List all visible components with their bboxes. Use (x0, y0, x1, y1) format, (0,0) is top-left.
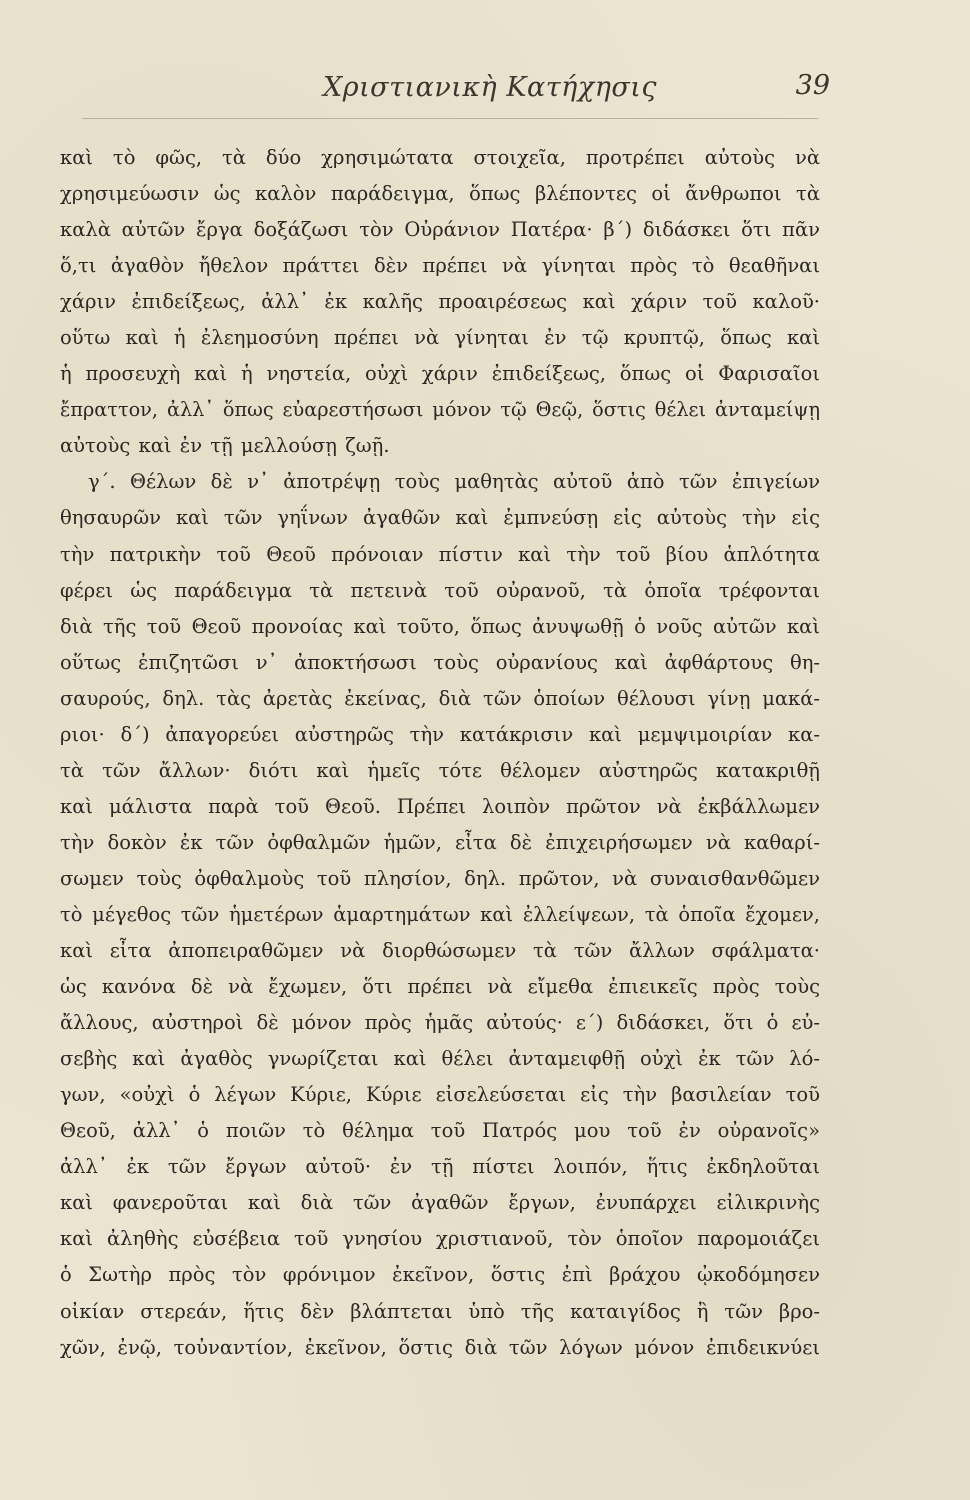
text-line: καὶ εἶτα ἀποπειραθῶμεν νὰ διορθώσωμεν τὰ τῶν ἄλλων σφάλματα· (60, 939, 820, 963)
text-line: οὕτως ἐπιζητῶσι ν᾽ ἀποκτήσωσι τοὺς οὐρανίους καὶ ἀφθάρτους θη- (60, 650, 820, 674)
page-number: 39 (795, 70, 830, 101)
text-line: οὕτω καὶ ἡ ἐλεημοσύνη πρέπει νὰ γίνηται ἐν τῷ κρυπτῷ, ὅπως καὶ (60, 326, 820, 350)
text-line: σωμεν τοὺς ὀφθαλμοὺς τοῦ πλησίον, δηλ. πρῶτον, νὰ συναισθανθῶμεν (60, 866, 820, 890)
text-line: ὅ,τι ἀγαθὸν ἤθελον πράττει δὲν πρέπει νὰ γίνηται πρὸς τὸ θεαθῆναι (60, 254, 820, 278)
running-title: Χριστιανικὴ Κατήχησις (322, 72, 658, 103)
text-line: καὶ τὸ φῶς, τὰ δύο χρησιμώτατα στοιχεῖα, προτρέπει αὐτοὺς νὰ (60, 146, 820, 169)
text-line: οἰκίαν στερεάν, ἥτις δὲν βλάπτεται ὑπὸ τῆς καταιγίδος ἢ τῶν βρο- (60, 1299, 820, 1323)
text-line: Θεοῦ, ἀλλ᾽ ὁ ποιῶν τὸ θέλημα τοῦ Πατρός μου τοῦ ἐν οὐρανοῖς» (60, 1119, 820, 1143)
text-line: καλὰ αὐτῶν ἔργα δοξάζωσι τὸν Οὐράνιον Πατέρα· β΄) διδάσκει ὅτι πᾶν (60, 218, 820, 242)
text-line: γων, «οὐχὶ ὁ λέγων Κύριε, Κύριε εἰσελεύσεται εἰς τὴν βασιλείαν τοῦ (60, 1083, 820, 1107)
text-line: σεβὴς καὶ ἀγαθὸς γνωρίζεται καὶ θέλει ἀνταμειφθῇ οὐχὶ ἐκ τῶν λό- (60, 1047, 820, 1071)
text-line: τὰ τῶν ἄλλων· διότι καὶ ἡμεῖς τότε θέλομεν αὐστηρῶς κατακριθῇ (60, 758, 820, 782)
text-line: ἀλλ᾽ ἐκ τῶν ἔργων αὐτοῦ· ἐν τῇ πίστει λοιπόν, ἥτις ἐκδηλοῦται (60, 1155, 820, 1179)
text-line: ριοι· δ΄) ἀπαγορεύει αὐστηρῶς τὴν κατάκρισιν καὶ μεμψιμοιρίαν κα- (60, 722, 820, 746)
text-line: φέρει ὡς παράδειγμα τὰ πετεινὰ τοῦ οὐρανοῦ, τὰ ὁποῖα τρέφονται (60, 578, 820, 602)
text-line: διὰ τῆς τοῦ Θεοῦ προνοίας καὶ τοῦτο, ὅπως ἀνυψωθῇ ὁ νοῦς αὐτῶν καὶ (60, 614, 820, 638)
header-divider (82, 118, 818, 119)
body-text (60, 140, 820, 1366)
text-line: τὸ μέγεθος τῶν ἡμετέρων ἁμαρτημάτων καὶ ἐλλείψεων, τὰ ὁποῖα ἔχομεν, (60, 902, 820, 926)
text-line: καὶ μάλιστα παρὰ τοῦ Θεοῦ. Πρέπει λοιπὸν πρῶτον νὰ ἐκβάλλωμεν (60, 794, 820, 818)
paragraph-end-line: αὐτοὺς καὶ ἐν τῇ μελλούσῃ ζωῇ. (60, 434, 390, 458)
text-line: σαυρούς, δηλ. τὰς ἀρετὰς ἐκείνας, διὰ τῶν ὁποίων θέλουσι γίνῃ μακά- (60, 686, 820, 710)
text-line: ὡς κανόνα δὲ νὰ ἔχωμεν, ὅτι πρέπει νὰ εἴμεθα ἐπιεικεῖς πρὸς τοὺς (60, 975, 820, 999)
text-line: ὁ Σωτὴρ πρὸς τὸν φρόνιμον ἐκεῖνον, ὅστις ἐπὶ βράχου ᾠκοδόμησεν (60, 1263, 820, 1287)
page-header (0, 0, 970, 120)
text-line: τὴν δοκὸν ἐκ τῶν ὀφθαλμῶν ἡμῶν, εἶτα δὲ ἐπιχειρήσωμεν νὰ καθαρί- (60, 830, 820, 854)
text-line: καὶ ἀληθὴς εὐσέβεια τοῦ γνησίου χριστιανοῦ, τὸν ὁποῖον παρομοιάζει (60, 1227, 820, 1251)
text-line: τὴν πατρικὴν τοῦ Θεοῦ πρόνοιαν πίστιν καὶ τὴν τοῦ βίου ἁπλότητα (60, 542, 820, 566)
paragraph-start-line: γ΄. Θέλων δὲ ν᾽ ἀποτρέψῃ τοὺς μαθητὰς αὐτοῦ ἀπὸ τῶν ἐπιγείων (88, 470, 820, 494)
text-line: καὶ φανεροῦται καὶ διὰ τῶν ἀγαθῶν ἔργων, ἐνυπάρχει εἰλικρινὴς (60, 1191, 820, 1215)
text-line: ἄλλους, αὐστηροὶ δὲ μόνον πρὸς ἡμᾶς αὐτούς· ε΄) διδάσκει, ὅτι ὁ εὐ- (60, 1011, 820, 1035)
text-line: χάριν ἐπιδείξεως, ἀλλ᾽ ἐκ καλῆς προαιρέσεως καὶ χάριν τοῦ καλοῦ· (60, 290, 820, 314)
text-line: χῶν, ἐνῷ, τοὐναντίον, ἐκεῖνον, ὅστις διὰ τῶν λόγων μόνον ἐπιδεικνύει (60, 1335, 820, 1359)
text-line: ἡ προσευχὴ καὶ ἡ νηστεία, οὐχὶ χάριν ἐπιδείξεως, ὅπως οἱ Φαρισαῖοι (60, 362, 820, 386)
text-line: ἔπραττον, ἀλλ᾽ ὅπως εὐαρεστήσωσι μόνον τῷ Θεῷ, ὅστις θέλει ἀνταμείψῃ (60, 398, 820, 422)
text-line: χρησιμεύωσιν ὡς καλὸν παράδειγμα, ὅπως βλέποντες οἱ ἄνθρωποι τὰ (60, 182, 820, 206)
text-line: θησαυρῶν καὶ τῶν γηΐνων ἀγαθῶν καὶ ἐμπνεύσῃ εἰς αὐτοὺς τὴν εἰς (60, 506, 820, 530)
